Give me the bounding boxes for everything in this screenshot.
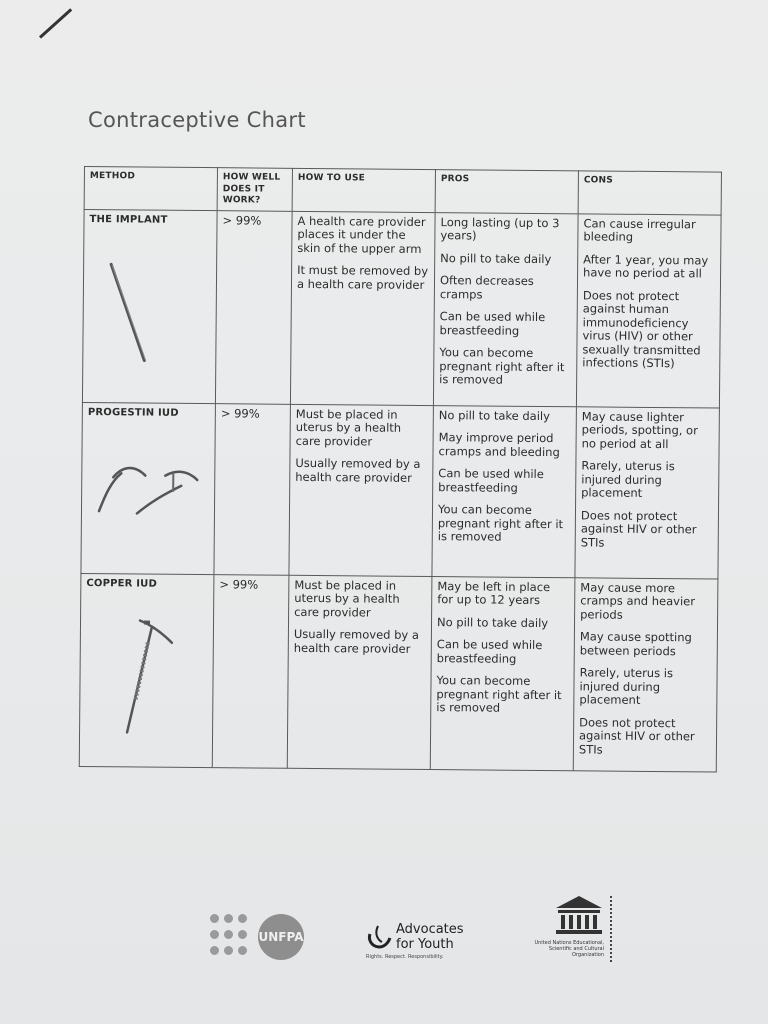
list-item: Often decreases cramps [439,273,534,301]
unesco-name: United Nations Educational, Scientific and Cultural Organization [534,940,604,958]
cons-cell [573,577,718,771]
list-item: Can be used while breastfeeding [436,637,543,666]
unfpa-dots-icon [208,912,264,960]
list-item: Long lasting (up to 3 years) [440,214,560,243]
list-item: Does not protect against human immunodeficiency virus (HIV) or other sexually transmitted infections (STIs) [582,287,701,371]
header-cons: CONS [578,171,721,215]
table-header-row [84,167,721,215]
unesco-temple-icon [554,894,604,936]
list-item: May improve period cramps and bleeding [438,430,560,459]
unesco-logo [524,892,620,967]
pros-cell [433,212,578,406]
list-item: Does not protect against HIV or other STIs [578,714,695,757]
list-item: May cause more cramps and heavier periods [580,579,696,622]
header-how-well: HOW WELL DOES IT WORK? [217,168,292,211]
table-row-implant [82,209,721,408]
pros-cell [430,576,575,770]
list-item: Rarely, uterus is injured during placement [581,458,675,500]
pros-cell [432,405,576,577]
header-method: METHOD [84,167,217,211]
copper-iud-icon [115,612,196,743]
how-to-use-cell [287,575,432,769]
advocates-for-youth-logo [366,922,476,967]
list-item: You can become pregnant right after it is removed [437,502,564,544]
list-item: You can become pregnant right after it is removed [436,673,562,715]
cons-cell [576,213,721,407]
implant-rod-icon [98,256,159,367]
list-item: Can be used while breastfeeding [439,309,546,338]
advocates-name [396,922,464,952]
list-item: Usually removed by a health care provider [293,626,420,656]
method-name: COPPER IUD [86,577,158,590]
unfpa-wordmark: UNFPA [258,914,304,960]
list-item: Usually removed by a health care provider [295,455,421,485]
how-to-use-cell [289,404,433,576]
list-item: Can cause irregular bleeding [583,215,696,244]
list-item: A health care provider places it under the skin of the upper arm [297,213,426,256]
advocates-tagline: Rights. Respect. Responsibility. [366,954,444,960]
contraceptive-table [79,166,722,772]
advocates-name-line1: Advocates [396,922,464,937]
list-item: May be left in place for up to 12 years [437,578,551,607]
table-row-copper-iud [79,573,718,772]
progestin-iud-icon [91,439,202,520]
effectiveness-cell: > 99% [212,574,289,768]
list-item: No pill to take daily [440,250,552,266]
list-item: It must be removed by a health care provider [296,262,429,292]
list-item: Does not protect against HIV or other STIs [580,507,697,550]
method-cell [82,209,217,403]
header-pros: PROS [435,170,578,214]
pen-mark [39,8,72,38]
list-item: You can become pregnant right after it is removed [439,345,565,387]
footer-logos [0,892,768,982]
unfpa-logo [208,912,308,962]
list-item: No pill to take daily [438,407,551,423]
list-item: No pill to take daily [436,614,549,630]
effectiveness-cell: > 99% [214,403,290,575]
method-cell [81,402,215,574]
method-cell [79,573,214,767]
effectiveness-cell: > 99% [215,210,292,404]
list-item: After 1 year, you may have no period at all [583,251,709,281]
advocates-name-line2: for Youth [396,937,454,952]
list-item: May cause spotting between periods [579,629,692,658]
list-item: Can be used while breastfeeding [438,466,544,495]
header-how-to-use: HOW TO USE [292,168,435,212]
unesco-dotted-divider [610,896,614,962]
list-item: Rarely, uterus is injured during placement [579,665,674,707]
list-item: May cause lighter periods, spotting, or no period at all [581,408,698,451]
cons-cell [575,406,719,578]
how-to-use-cell [290,211,435,405]
advocates-swirl-icon [366,924,392,952]
table-row-progestin-iud [81,402,719,579]
list-item: Must be placed in uterus by a health care provider [295,406,402,449]
page-title: Contraceptive Chart [88,108,306,132]
list-item: Must be placed in uterus by a health care provider [294,577,400,620]
method-name: PROGESTIN IUD [87,406,179,419]
method-name: THE IMPLANT [89,213,168,226]
